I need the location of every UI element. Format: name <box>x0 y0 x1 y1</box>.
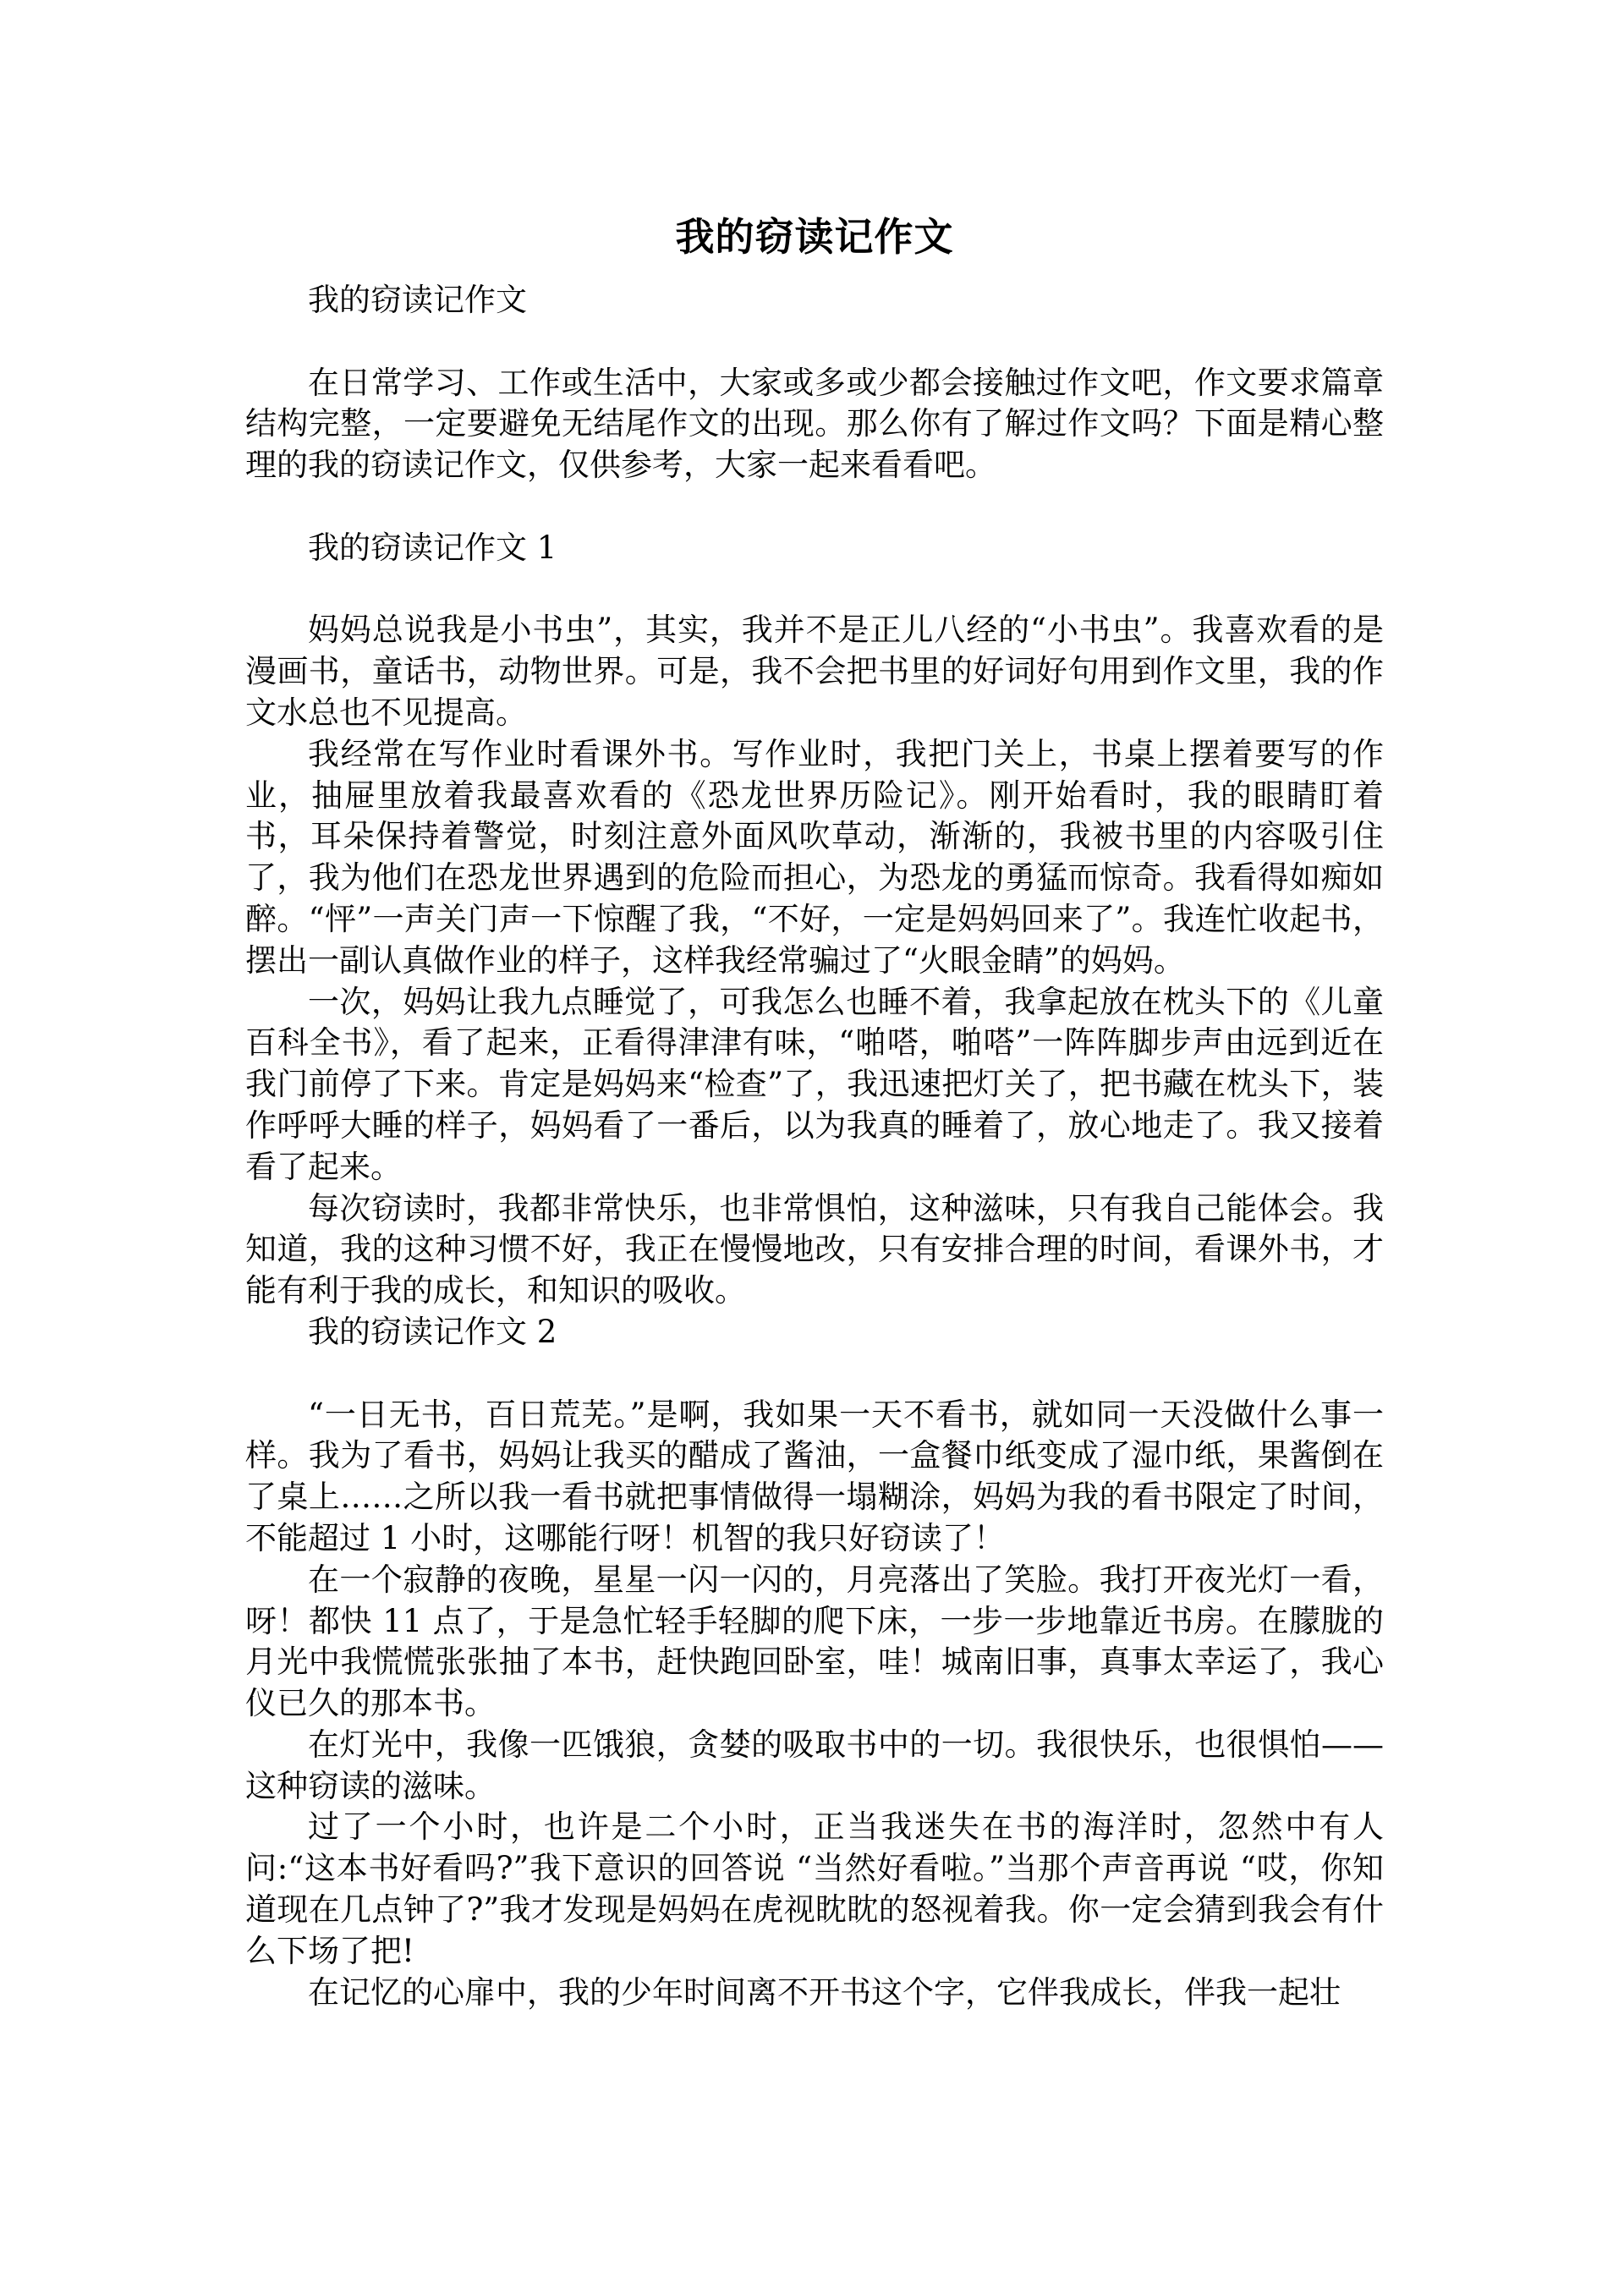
paragraph-subtitle: 我的窃读记作文 <box>308 282 527 318</box>
paragraph: 一次，妈妈让我九点睡觉了，可我怎么也睡不着，我拿起放在枕头下的《儿童百科全书》，看了起来，正看得津津有味，“啪嗒，啪嗒”一阵阵脚步声由远到近在我门前停了下来。肯定是妈妈来“检查”了，我迅速把灯关了，把书藏在枕头下，装作呼呼大睡的样子，妈妈看了一番后，以为我真的睡着了，放心地走了。我又接着看了起来。 <box>245 983 1384 1185</box>
document-title: 我的窃读记作文 <box>675 214 954 260</box>
paragraph: “一日无书，百日荒芜。”是啊，我如果一天不看书，就如同一天没做什么事一样。我为了看书，妈妈让我买的醋成了酱油，一盒餐巾纸变成了湿巾纸，果酱倒在了桌上……之所以我一看书就把事情做得一塌糊涂，妈妈为我的看书限定了时间，不能超过 1 小时，这哪能行呀！机智的我只好窃读了！ <box>245 1396 1384 1556</box>
paragraph: 在灯光中，我像一匹饿狼，贪婪的吸取书中的一切。我很快乐，也很惧怕——这种窃读的滋味。 <box>245 1726 1384 1804</box>
paragraph: 在一个寂静的夜晚，星星一闪一闪的，月亮落出了笑脸。我打开夜光灯一看，呀！都快 11 点了，于是急忙轻手轻脚的爬下床，一步一步地靠近书房。在朦胧的月光中我慌慌张张抽了本书，赶快跑回卧室，哇！城南旧事，真事太幸运了，我心仪已久的那本书。 <box>245 1561 1384 1722</box>
paragraph: 妈妈总说我是小书虫”，其实，我并不是正儿八经的“小书虫”。我喜欢看的是漫画书，童话书，动物世界。可是，我不会把书里的好词好句用到作文里，我的作文水总也不见提高。 <box>245 612 1384 731</box>
section-heading-2: 我的窃读记作文 2 <box>308 1313 557 1350</box>
paragraph: 过了一个小时，也许是二个小时，正当我迷失在书的海洋时，忽然中有人问:“这本书好看吗?”我下意识的回答说 “当然好看啦。”当那个声音再说 “哎，你知道现在几点钟了?”我才发现是妈妈在虎视眈眈的怒视着我。你一定会猜到我会有什么下场了把! <box>245 1808 1384 1969</box>
paragraph: 每次窃读时，我都非常快乐，也非常惧怕，这种滋味，只有我自己能体会。我知道，我的这种习惯不好，我正在慢慢地改，只有安排合理的时间，看课外书，才能有利于我的成长，和知识的吸收。 <box>245 1189 1384 1309</box>
section-heading-1: 我的窃读记作文 1 <box>308 529 557 566</box>
document-page <box>245 0 1384 2294</box>
paragraph: 在记忆的心扉中，我的少年时间离不开书这个字，它伴我成长，伴我一起壮 <box>308 1973 1341 2011</box>
document-body <box>245 280 1384 2013</box>
paragraph-intro: 在日常学习、工作或生活中，大家或多或少都会接触过作文吧，作文要求篇章结构完整，一定要避免无结尾作文的出现。那么你有了解过作文吗？下面是精心整理的我的窃读记作文，仅供参考，大家一起来看看吧。 <box>245 364 1384 484</box>
paragraph: 我经常在写作业时看课外书。写作业时，我把门关上，书桌上摆着要写的作业，抽屉里放着我最喜欢看的《恐龙世界历险记》。刚开始看时，我的眼睛盯着书，耳朵保持着警觉，时刻注意外面风吹草动，渐渐的，我被书里的内容吸引住了，我为他们在恐龙世界遇到的危险而担心，为恐龙的勇猛而惊奇。我看得如痴如醉。“怦”一声关门声一下惊醒了我，“不好，一定是妈妈回来了”。我连忙收起书，摆出一副认真做作业的样子，这样我经常骗过了“火眼金睛”的妈妈。 <box>245 735 1384 979</box>
